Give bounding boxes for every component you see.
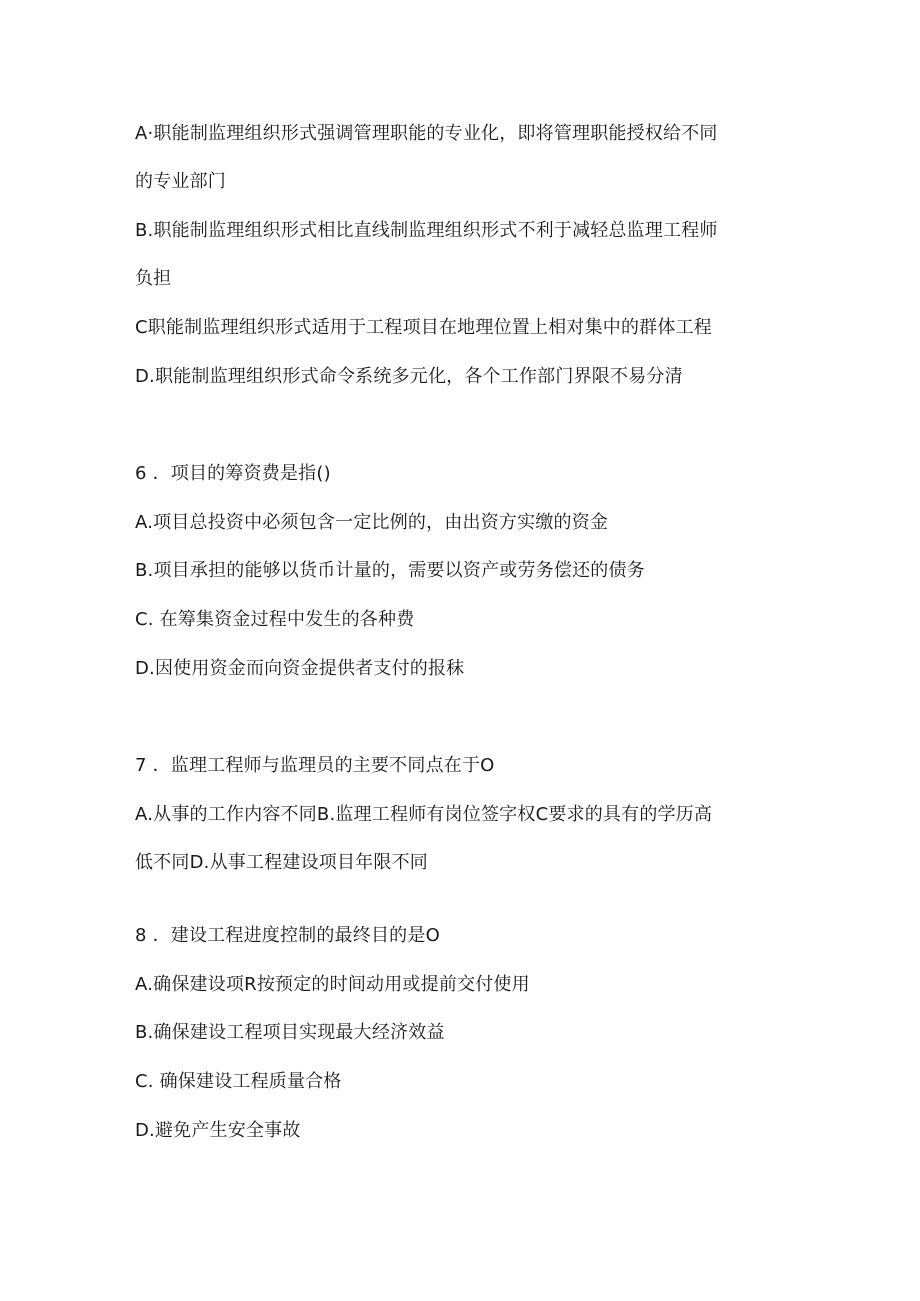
- option-text: C职能制监理组织形式适用于工程项目在地理位置上相对集中的群体工程: [135, 317, 712, 338]
- option-text: A.从事的工作内容不同B.监理工程师有岗位签字权C要求的具有的学历高: [135, 804, 713, 825]
- option-text-continued: 的专业部门: [135, 171, 226, 192]
- option-text: B.项目承担的能够以货币计量的，需要以资产或劳务偿还的债务: [135, 560, 645, 581]
- option-text-continued: 低不同D.从事工程建设项目年限不同: [135, 852, 428, 873]
- question-stem: 7 ．监理工程师与监理员的主要不同点在于O: [135, 755, 495, 776]
- option-text: D.避免产生安全事故: [135, 1120, 301, 1141]
- option-text: A.确保建设项R按预定的时间动用或提前交付使用: [135, 974, 530, 995]
- question-stem: 8 ．建设工程进度控制的最终目的是O: [135, 925, 440, 946]
- option-text: B.确保建设工程项目实现最大经济效益: [135, 1022, 445, 1043]
- option-text: A·职能制监理组织形式强调管理职能的专业化，即将管理职能授权给不同: [135, 123, 718, 144]
- question-stem: 6 ．项目的筹资费是指(): [135, 463, 331, 484]
- option-text: D.因使用资金而向资金提供者支付的报秣: [135, 658, 465, 679]
- option-text: D.职能制监理组织形式命令系统多元化，各个工作部门界限不易分清: [135, 366, 683, 387]
- option-text-continued: 负担: [135, 268, 172, 289]
- option-text: B.职能制监理组织形式相比直线制监理组织形式不利于减轻总监理工程师: [135, 220, 718, 241]
- option-text: A.项目总投资中必须包含一定比例的，由出资方实缴的资金: [135, 512, 609, 533]
- option-text: C. 在筹集资金过程中发生的各种费: [135, 609, 415, 630]
- option-text: C. 确保建设工程质量合格: [135, 1071, 342, 1092]
